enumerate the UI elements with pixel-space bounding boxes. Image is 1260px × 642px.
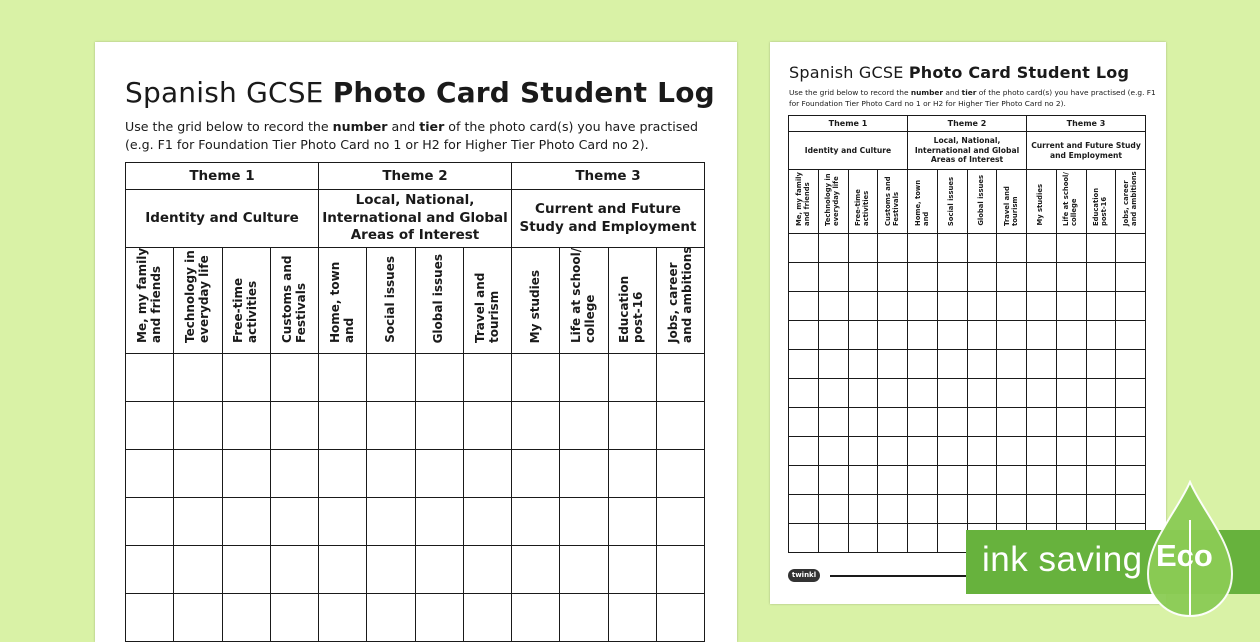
log-cell[interactable] xyxy=(878,524,908,553)
log-cell[interactable] xyxy=(1027,466,1057,495)
log-cell[interactable] xyxy=(126,354,174,402)
log-cell[interactable] xyxy=(512,402,560,450)
topic-header xyxy=(270,248,318,354)
log-cell[interactable] xyxy=(174,450,222,498)
log-cell[interactable] xyxy=(818,466,848,495)
log-cell[interactable] xyxy=(1027,292,1057,321)
topic-label: Me, my family and friends xyxy=(794,172,811,226)
log-cell[interactable] xyxy=(656,450,704,498)
log-cell[interactable] xyxy=(818,495,848,524)
topic-label: Travel and tourism xyxy=(1002,186,1019,226)
log-cell[interactable] xyxy=(908,437,938,466)
log-cell[interactable] xyxy=(967,292,997,321)
log-cell[interactable] xyxy=(319,594,367,642)
topic-header xyxy=(1086,170,1116,234)
instructions-number: number xyxy=(910,88,944,97)
log-cell[interactable] xyxy=(997,437,1027,466)
log-cell[interactable] xyxy=(818,408,848,437)
log-cell[interactable] xyxy=(415,594,463,642)
log-cell[interactable] xyxy=(997,263,1027,292)
title-light: Spanish GCSE xyxy=(789,63,904,82)
topic-header xyxy=(174,248,222,354)
log-cell[interactable] xyxy=(908,379,938,408)
log-cell[interactable] xyxy=(319,498,367,546)
log-cell[interactable] xyxy=(848,379,878,408)
log-cell[interactable] xyxy=(174,498,222,546)
log-cell[interactable] xyxy=(789,408,819,437)
log-cell[interactable] xyxy=(126,498,174,546)
worksheet-instructions xyxy=(125,118,715,155)
log-cell[interactable] xyxy=(1056,350,1086,379)
theme-name: Identity and Culture xyxy=(789,132,908,170)
log-cell[interactable] xyxy=(848,263,878,292)
log-cell[interactable] xyxy=(937,466,967,495)
topic-label: Home, town and xyxy=(327,261,356,343)
log-cell[interactable] xyxy=(270,402,318,450)
log-cell[interactable] xyxy=(878,292,908,321)
log-cell[interactable] xyxy=(608,354,656,402)
instructions-number: number xyxy=(332,119,388,134)
log-cell[interactable] xyxy=(1116,437,1146,466)
theme-name: Current and Future Study and Employment xyxy=(512,190,705,248)
log-cell[interactable] xyxy=(937,379,967,408)
log-cell[interactable] xyxy=(937,495,967,524)
theme-header: Theme 2 xyxy=(319,163,512,190)
topic-label: Global issues xyxy=(976,175,985,226)
log-cell[interactable] xyxy=(967,379,997,408)
log-cell[interactable] xyxy=(367,450,415,498)
log-cell[interactable] xyxy=(512,354,560,402)
topic-label: Free-time activities xyxy=(231,277,260,343)
log-cell[interactable] xyxy=(1027,350,1057,379)
log-cell[interactable] xyxy=(608,402,656,450)
log-cell[interactable] xyxy=(848,350,878,379)
log-cell[interactable] xyxy=(1056,437,1086,466)
log-cell[interactable] xyxy=(789,524,819,553)
log-cell[interactable] xyxy=(967,437,997,466)
log-cell[interactable] xyxy=(878,466,908,495)
log-cell[interactable] xyxy=(512,450,560,498)
eco-label: Eco xyxy=(1156,538,1213,573)
log-cell[interactable] xyxy=(319,402,367,450)
topic-header xyxy=(367,248,415,354)
log-cell[interactable] xyxy=(512,594,560,642)
log-cell[interactable] xyxy=(608,594,656,642)
log-cell[interactable] xyxy=(789,292,819,321)
topic-header xyxy=(512,248,560,354)
log-cell[interactable] xyxy=(270,594,318,642)
log-cell[interactable] xyxy=(908,350,938,379)
log-cell[interactable] xyxy=(967,263,997,292)
log-cell[interactable] xyxy=(878,321,908,350)
topic-header xyxy=(818,170,848,234)
topic-header xyxy=(1056,170,1086,234)
instructions-post: of the photo card(s) you have practised (e.g. F1 for Foundation Tier Photo Card no 1 or H2 for Higher Tier Photo Card no 2). xyxy=(125,119,699,153)
log-cell[interactable] xyxy=(174,594,222,642)
log-cell[interactable] xyxy=(818,437,848,466)
topic-label: Education post-16 xyxy=(617,275,646,343)
topic-header xyxy=(656,248,704,354)
log-cell[interactable] xyxy=(222,402,270,450)
log-cell[interactable] xyxy=(908,292,938,321)
theme-name: Current and Future Study and Employment xyxy=(1027,132,1146,170)
log-cell[interactable] xyxy=(656,402,704,450)
instructions-tier: tier xyxy=(419,119,445,134)
log-cell[interactable] xyxy=(908,408,938,437)
log-cell[interactable] xyxy=(463,594,511,642)
topic-label: Me, my family and friends xyxy=(134,247,163,343)
log-cell[interactable] xyxy=(789,495,819,524)
log-cell[interactable] xyxy=(967,408,997,437)
log-cell[interactable] xyxy=(789,234,819,263)
log-cell[interactable] xyxy=(1027,495,1057,524)
log-cell[interactable] xyxy=(1027,408,1057,437)
log-cell[interactable] xyxy=(415,546,463,594)
log-cell[interactable] xyxy=(878,350,908,379)
log-table xyxy=(125,162,705,642)
log-cell[interactable] xyxy=(848,321,878,350)
topic-label: Customs and Festivals xyxy=(279,255,308,343)
theme-header: Theme 3 xyxy=(1027,116,1146,132)
log-cell[interactable] xyxy=(789,379,819,408)
topic-header xyxy=(126,248,174,354)
log-cell[interactable] xyxy=(270,498,318,546)
theme-name: Local, National, International and Global Areas of Interest xyxy=(319,190,512,248)
log-cell[interactable] xyxy=(560,594,608,642)
instructions-tier: tier xyxy=(961,88,977,97)
log-cell[interactable] xyxy=(818,263,848,292)
topic-label: Global issues xyxy=(431,253,446,343)
log-cell[interactable] xyxy=(560,498,608,546)
topic-label: Life at school/ college xyxy=(1062,172,1079,226)
log-cell[interactable] xyxy=(1116,350,1146,379)
topic-label: Social issues xyxy=(382,256,397,343)
worksheet-title xyxy=(125,76,715,109)
log-cell[interactable] xyxy=(818,321,848,350)
topic-label: Customs and Festivals xyxy=(883,176,900,226)
log-cell[interactable] xyxy=(463,402,511,450)
log-cell[interactable] xyxy=(1116,234,1146,263)
theme-name: Identity and Culture xyxy=(126,190,319,248)
log-cell[interactable] xyxy=(818,379,848,408)
twinkl-logo: twinkl xyxy=(788,569,820,582)
log-cell[interactable] xyxy=(818,350,848,379)
topic-header xyxy=(967,170,997,234)
log-cell[interactable] xyxy=(367,354,415,402)
worksheet-instructions xyxy=(789,88,1161,109)
log-cell[interactable] xyxy=(848,408,878,437)
log-cell[interactable] xyxy=(463,546,511,594)
log-cell[interactable] xyxy=(1056,408,1086,437)
log-cell[interactable] xyxy=(656,498,704,546)
log-cell[interactable] xyxy=(367,402,415,450)
log-cell[interactable] xyxy=(789,321,819,350)
topic-label: Technology in everyday life xyxy=(183,250,211,343)
log-cell[interactable] xyxy=(415,450,463,498)
log-cell[interactable] xyxy=(222,594,270,642)
log-cell[interactable] xyxy=(1086,263,1116,292)
log-cell[interactable] xyxy=(1116,408,1146,437)
log-cell[interactable] xyxy=(126,450,174,498)
topic-header xyxy=(937,170,967,234)
instructions-mid: and xyxy=(387,119,420,134)
log-cell[interactable] xyxy=(319,546,367,594)
log-cell[interactable] xyxy=(560,354,608,402)
topic-label: My studies xyxy=(527,269,542,343)
log-cell[interactable] xyxy=(270,450,318,498)
log-cell[interactable] xyxy=(1086,292,1116,321)
log-cell[interactable] xyxy=(878,263,908,292)
log-cell[interactable] xyxy=(367,546,415,594)
log-cell[interactable] xyxy=(512,498,560,546)
log-cell[interactable] xyxy=(126,594,174,642)
worksheet-preview xyxy=(770,42,1166,604)
log-cell[interactable] xyxy=(1086,321,1116,350)
log-cell[interactable] xyxy=(878,379,908,408)
log-cell[interactable] xyxy=(463,354,511,402)
log-cell[interactable] xyxy=(908,263,938,292)
topic-header xyxy=(908,170,938,234)
log-cell[interactable] xyxy=(937,408,967,437)
log-cell[interactable] xyxy=(789,263,819,292)
topic-label: Social issues xyxy=(947,176,956,226)
log-cell[interactable] xyxy=(937,234,967,263)
log-cell[interactable] xyxy=(415,498,463,546)
log-cell[interactable] xyxy=(1086,437,1116,466)
log-cell[interactable] xyxy=(997,292,1027,321)
log-cell[interactable] xyxy=(270,546,318,594)
topic-label: Home, town and xyxy=(913,179,930,226)
log-cell[interactable] xyxy=(222,546,270,594)
topic-label: Life at school/ college xyxy=(569,247,597,343)
log-cell[interactable] xyxy=(818,292,848,321)
log-cell[interactable] xyxy=(878,437,908,466)
log-cell[interactable] xyxy=(656,546,704,594)
title-bold: Photo Card Student Log xyxy=(332,76,715,109)
log-cell[interactable] xyxy=(967,234,997,263)
log-cell[interactable] xyxy=(608,498,656,546)
theme-header: Theme 3 xyxy=(512,163,705,190)
topic-label: Free-time activities xyxy=(854,189,870,226)
log-cell[interactable] xyxy=(997,495,1027,524)
log-cell[interactable] xyxy=(848,495,878,524)
log-cell[interactable] xyxy=(967,350,997,379)
log-cell[interactable] xyxy=(1056,234,1086,263)
log-cell[interactable] xyxy=(937,437,967,466)
log-cell[interactable] xyxy=(878,234,908,263)
log-cell[interactable] xyxy=(908,234,938,263)
log-cell[interactable] xyxy=(967,495,997,524)
instructions-pre: Use the grid below to record the xyxy=(789,88,911,97)
log-cell[interactable] xyxy=(1027,234,1057,263)
log-table xyxy=(788,115,1146,553)
instructions-post: of the photo card(s) you have practised (e.g. F1 for Foundation Tier Photo Card no 1 or H2 for Higher Tier Photo Card no 2). xyxy=(789,88,1156,108)
log-cell[interactable] xyxy=(818,234,848,263)
topic-header xyxy=(608,248,656,354)
log-cell[interactable] xyxy=(222,498,270,546)
log-cell[interactable] xyxy=(937,292,967,321)
log-cell[interactable] xyxy=(997,350,1027,379)
log-cell[interactable] xyxy=(1056,321,1086,350)
log-cell[interactable] xyxy=(608,546,656,594)
title-light: Spanish GCSE xyxy=(125,76,324,109)
topic-header xyxy=(997,170,1027,234)
log-cell[interactable] xyxy=(367,594,415,642)
log-cell[interactable] xyxy=(1116,263,1146,292)
worksheet-large xyxy=(95,42,737,642)
topic-label: Travel and tourism xyxy=(472,272,501,343)
log-cell[interactable] xyxy=(1027,379,1057,408)
title-bold: Photo Card Student Log xyxy=(908,63,1130,82)
log-cell[interactable] xyxy=(1056,379,1086,408)
log-cell[interactable] xyxy=(222,354,270,402)
topic-label: Education post-16 xyxy=(1092,187,1108,226)
log-cell[interactable] xyxy=(656,354,704,402)
log-cell[interactable] xyxy=(415,402,463,450)
log-cell[interactable] xyxy=(908,466,938,495)
ink-saving-label: ink saving xyxy=(982,540,1143,579)
log-cell[interactable] xyxy=(967,466,997,495)
log-cell[interactable] xyxy=(1056,495,1086,524)
log-cell[interactable] xyxy=(1116,379,1146,408)
log-cell[interactable] xyxy=(848,524,878,553)
log-cell[interactable] xyxy=(937,263,967,292)
instructions-mid: and xyxy=(943,88,962,97)
log-cell[interactable] xyxy=(848,437,878,466)
log-cell[interactable] xyxy=(270,354,318,402)
log-cell[interactable] xyxy=(997,408,1027,437)
log-cell[interactable] xyxy=(937,321,967,350)
log-cell[interactable] xyxy=(560,546,608,594)
log-cell[interactable] xyxy=(174,402,222,450)
log-cell[interactable] xyxy=(608,450,656,498)
log-cell[interactable] xyxy=(848,466,878,495)
log-cell[interactable] xyxy=(126,546,174,594)
log-cell[interactable] xyxy=(1086,408,1116,437)
log-cell[interactable] xyxy=(1056,466,1086,495)
theme-header: Theme 1 xyxy=(789,116,908,132)
log-cell[interactable] xyxy=(789,466,819,495)
log-cell[interactable] xyxy=(789,437,819,466)
log-cell[interactable] xyxy=(174,546,222,594)
topic-label: My studies xyxy=(1036,184,1045,226)
theme-header: Theme 1 xyxy=(126,163,319,190)
log-cell[interactable] xyxy=(967,321,997,350)
log-cell[interactable] xyxy=(1086,350,1116,379)
log-cell[interactable] xyxy=(1086,466,1116,495)
log-cell[interactable] xyxy=(1086,234,1116,263)
log-cell[interactable] xyxy=(1116,292,1146,321)
log-cell[interactable] xyxy=(997,234,1027,263)
topic-header xyxy=(560,248,608,354)
topic-header xyxy=(1116,170,1146,234)
log-cell[interactable] xyxy=(818,524,848,553)
log-cell[interactable] xyxy=(848,292,878,321)
log-cell[interactable] xyxy=(415,354,463,402)
topic-header xyxy=(848,170,878,234)
topic-header xyxy=(415,248,463,354)
log-cell[interactable] xyxy=(878,408,908,437)
log-cell[interactable] xyxy=(908,495,938,524)
topic-header xyxy=(463,248,511,354)
log-cell[interactable] xyxy=(463,498,511,546)
log-cell[interactable] xyxy=(997,466,1027,495)
log-cell[interactable] xyxy=(126,402,174,450)
theme-name: Local, National, International and Global Areas of Interest xyxy=(908,132,1027,170)
log-cell[interactable] xyxy=(560,402,608,450)
log-cell[interactable] xyxy=(908,524,938,553)
instructions-pre: Use the grid below to record the xyxy=(125,119,333,134)
log-cell[interactable] xyxy=(1027,263,1057,292)
topic-label: Jobs, career and ambitions xyxy=(1121,171,1138,226)
log-cell[interactable] xyxy=(937,350,967,379)
log-cell[interactable] xyxy=(789,350,819,379)
log-cell[interactable] xyxy=(908,321,938,350)
topic-header xyxy=(222,248,270,354)
log-cell[interactable] xyxy=(1086,495,1116,524)
topic-header xyxy=(878,170,908,234)
log-cell[interactable] xyxy=(512,546,560,594)
log-cell[interactable] xyxy=(319,450,367,498)
theme-header: Theme 2 xyxy=(908,116,1027,132)
log-cell[interactable] xyxy=(1027,437,1057,466)
topic-header xyxy=(789,170,819,234)
topic-header xyxy=(319,248,367,354)
log-cell[interactable] xyxy=(656,594,704,642)
log-cell[interactable] xyxy=(1056,292,1086,321)
log-cell[interactable] xyxy=(560,450,608,498)
log-cell[interactable] xyxy=(937,524,967,553)
log-cell[interactable] xyxy=(1116,321,1146,350)
log-cell[interactable] xyxy=(1027,321,1057,350)
log-cell[interactable] xyxy=(222,450,270,498)
topic-header xyxy=(1027,170,1057,234)
log-cell[interactable] xyxy=(997,321,1027,350)
log-cell[interactable] xyxy=(1086,379,1116,408)
log-cell[interactable] xyxy=(367,498,415,546)
log-cell[interactable] xyxy=(463,450,511,498)
log-cell[interactable] xyxy=(997,379,1027,408)
log-cell[interactable] xyxy=(1056,263,1086,292)
worksheet-title xyxy=(789,63,1129,82)
log-cell[interactable] xyxy=(174,354,222,402)
log-cell[interactable] xyxy=(878,495,908,524)
topic-label: Jobs, career and ambitions xyxy=(665,246,694,343)
log-cell[interactable] xyxy=(848,234,878,263)
topic-label: Technology in everyday life xyxy=(824,173,841,226)
log-cell[interactable] xyxy=(319,354,367,402)
